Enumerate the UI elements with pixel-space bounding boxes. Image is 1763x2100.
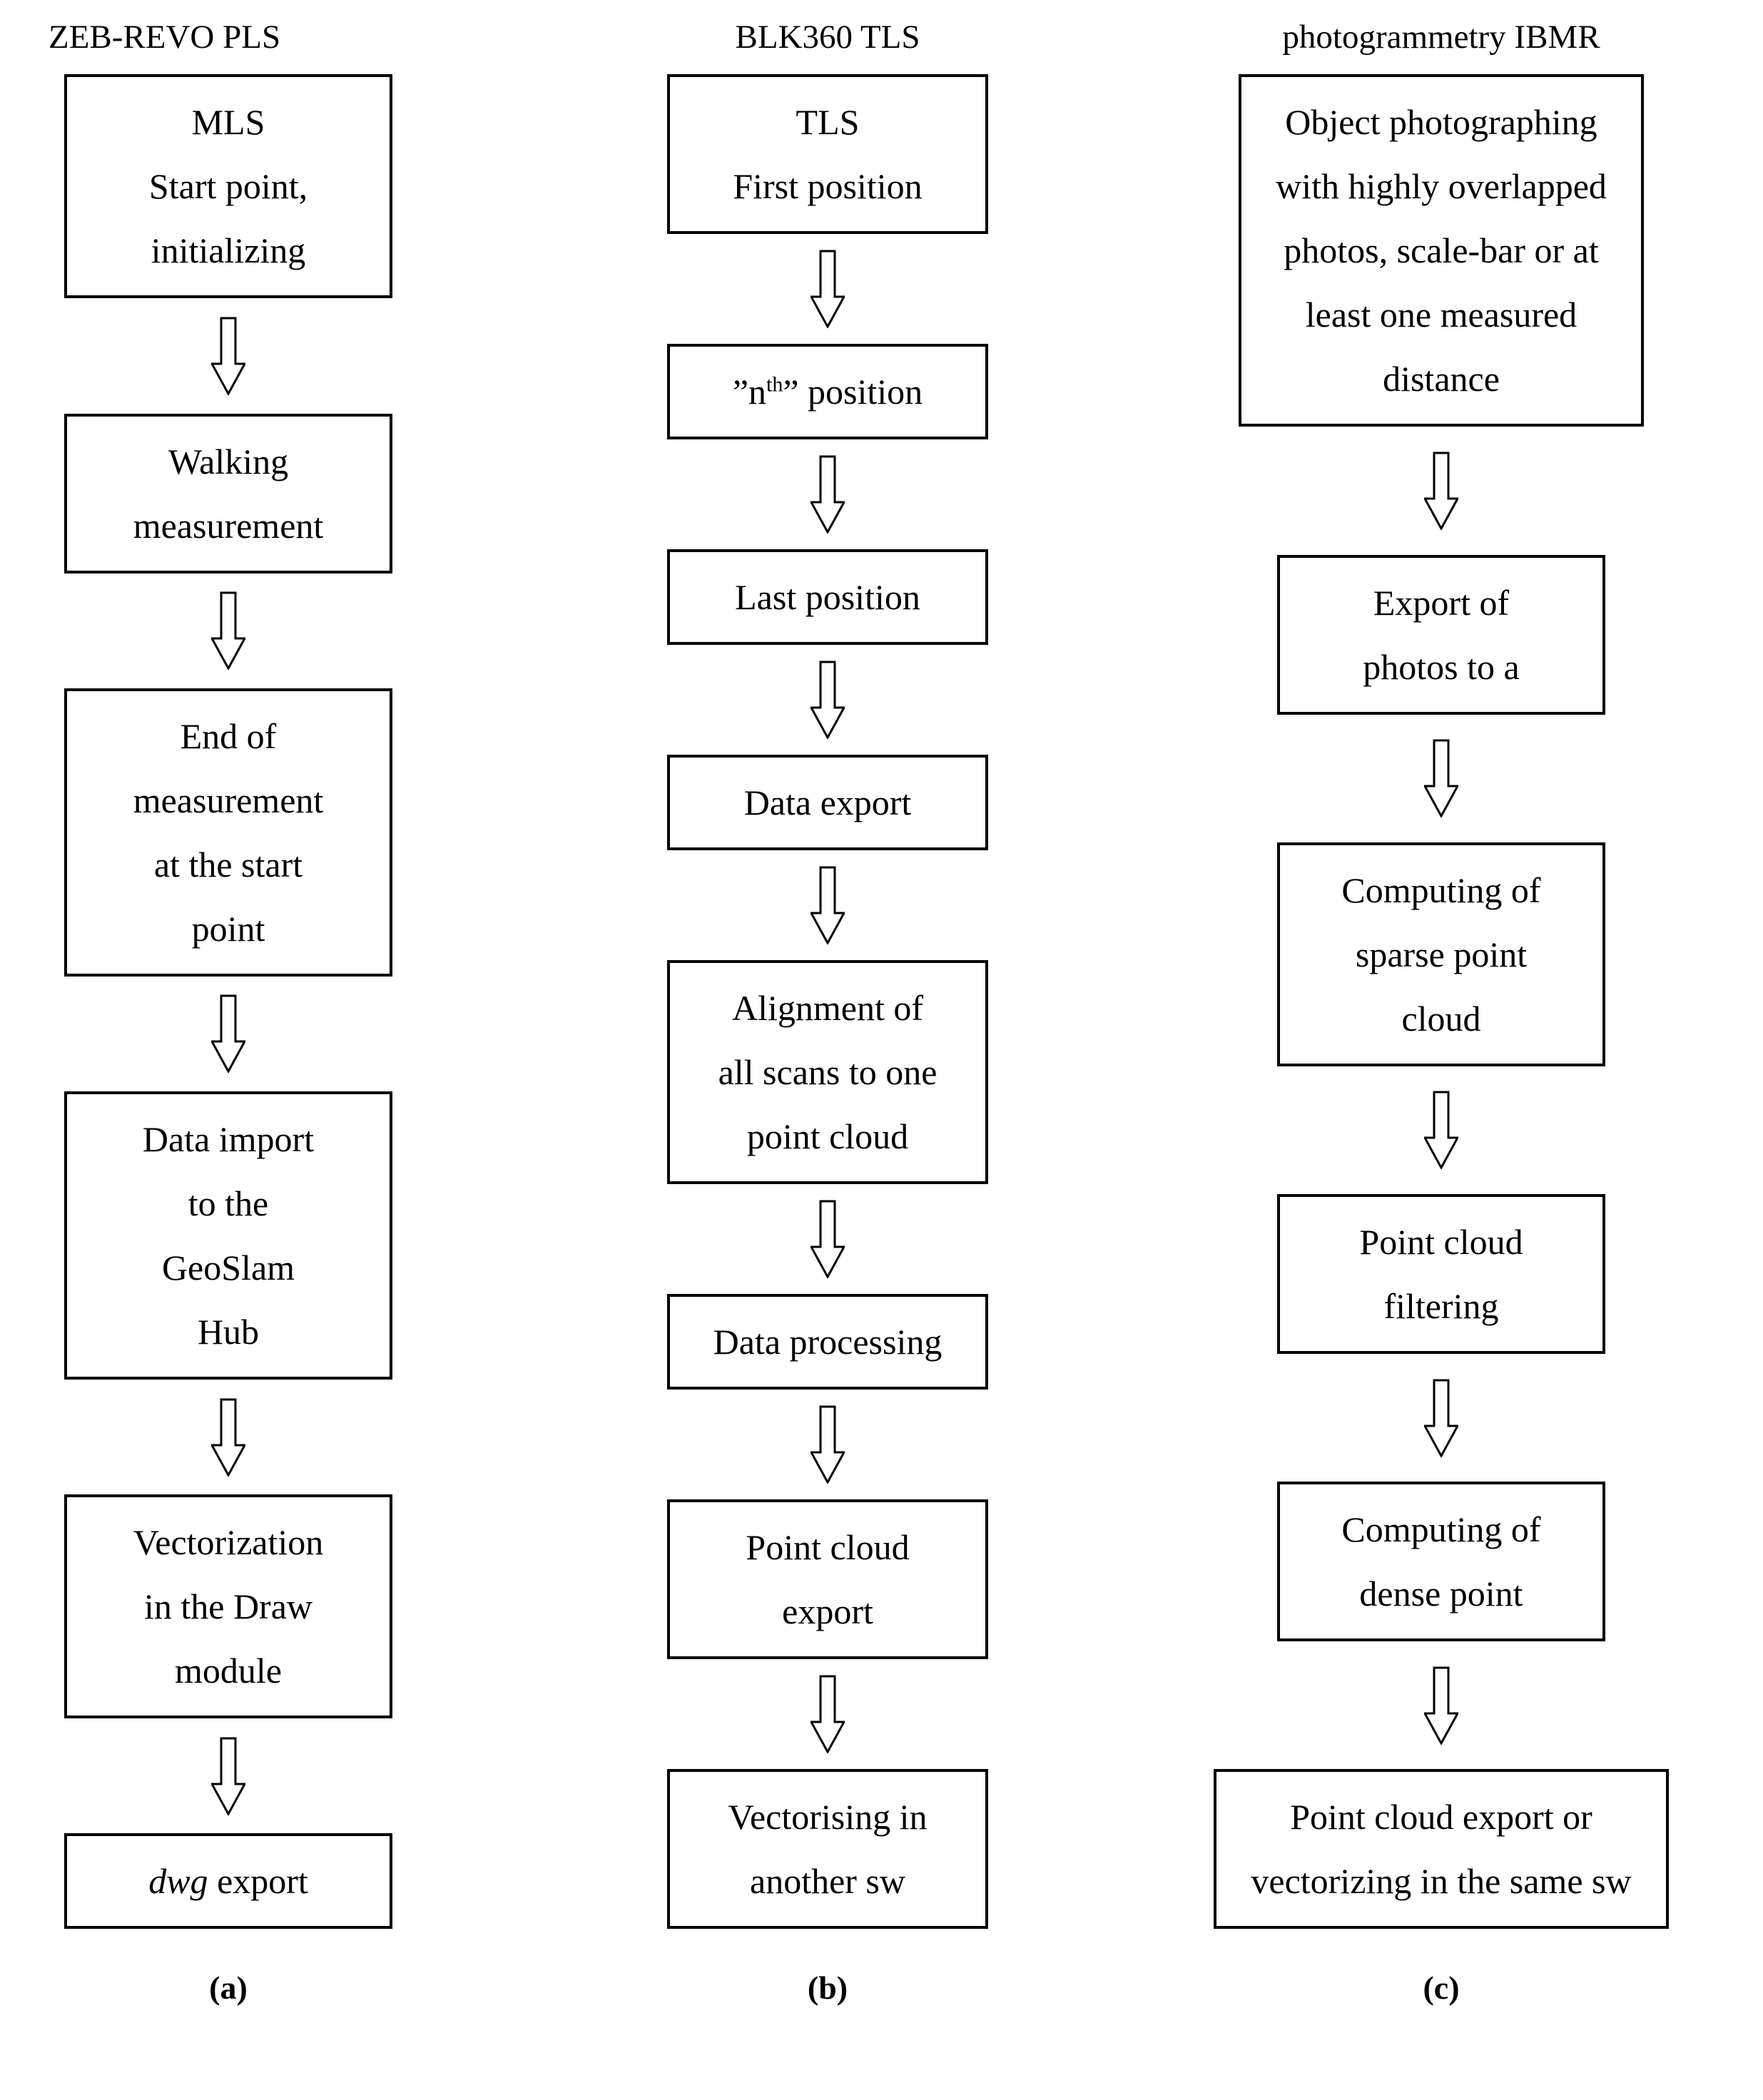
flow-box-text-line: MLS xyxy=(191,102,265,143)
flow-box-text-line: Last position xyxy=(735,577,920,618)
down-arrow-icon xyxy=(1424,451,1458,531)
down-arrow-icon xyxy=(811,865,845,945)
flow-box-text-line: Point cloud xyxy=(1359,1221,1523,1262)
flow-box-text-line: dense point xyxy=(1359,1574,1523,1614)
column-a-boxes xyxy=(29,74,428,1929)
flow-box-text-line: Point cloud xyxy=(746,1527,910,1568)
column-b-title: BLK360 TLS xyxy=(735,19,920,56)
flow-box-text-line: point cloud xyxy=(746,1116,909,1157)
flow-box-c-4 xyxy=(1277,1194,1605,1354)
flow-box-text-line: in the Draw xyxy=(143,1586,313,1627)
flow-box-text-line: to the xyxy=(188,1183,269,1223)
flow-box-text-line: Vectorising in xyxy=(728,1797,928,1838)
flow-box-text-line: Data import xyxy=(142,1118,315,1159)
flow-box-text-line: initializing xyxy=(151,230,306,271)
flow-box-text-line: $”n^{th}$” position xyxy=(732,372,923,412)
down-arrow-icon xyxy=(811,1199,845,1279)
down-arrow-icon xyxy=(211,316,245,396)
flow-box-text-line: sparse point xyxy=(1355,934,1528,974)
flow-box-text-line: measurement xyxy=(133,505,324,546)
flow-box-text-line: measurement xyxy=(133,780,324,820)
flow-box-c-2 xyxy=(1277,555,1605,715)
flow-box-text-line: TLS xyxy=(796,102,860,143)
flow-box-text-line: Walking xyxy=(168,441,289,481)
flow-box-c-3 xyxy=(1277,842,1605,1066)
column-photogrammetry-ibmr xyxy=(1142,17,1741,2007)
down-arrow-icon xyxy=(811,454,845,534)
flow-box-text-line: Data processing xyxy=(713,1322,943,1362)
column-a-title: ZEB-REVO PLS xyxy=(49,19,281,56)
flow-box-text-line: Computing of xyxy=(1341,1509,1541,1550)
flow-box-b-1 xyxy=(667,74,988,234)
flow-box-a-3 xyxy=(64,688,392,977)
flow-box-text-line: all scans to one xyxy=(718,1052,938,1093)
flow-box-a-4 xyxy=(64,1091,392,1380)
flow-box-text-line: vectorizing in the same sw xyxy=(1251,1861,1632,1902)
flow-box-text-line: Alignment of xyxy=(731,988,924,1029)
flow-box-b-3 xyxy=(667,549,988,645)
down-arrow-icon xyxy=(211,591,245,671)
down-arrow-icon xyxy=(1424,1378,1458,1458)
flow-box-text-line: End of xyxy=(180,715,277,756)
column-a-label: (a) xyxy=(209,1969,248,2007)
flow-box-text-line: least one measured xyxy=(1305,295,1577,335)
flow-box-text-line: at the start xyxy=(153,844,303,885)
flow-box-text-line: Object photographing xyxy=(1285,102,1597,143)
down-arrow-icon xyxy=(1424,1090,1458,1170)
flow-box-text-line: Export of xyxy=(1373,582,1510,623)
flow-box-b-4 xyxy=(667,755,988,850)
flow-box-text-line: Point cloud export or xyxy=(1290,1797,1592,1838)
flow-box-text-line: Vectorization xyxy=(133,1522,324,1563)
flow-box-text-line: with highly overlapped xyxy=(1276,166,1607,207)
flow-box-text-line: Hub xyxy=(197,1311,260,1352)
down-arrow-icon xyxy=(811,1405,845,1484)
flow-box-a-1 xyxy=(64,74,392,298)
column-b-boxes xyxy=(628,74,1027,1929)
column-zeb-revo-pls xyxy=(29,17,428,2007)
flow-box-b-2 xyxy=(667,344,988,439)
flow-box-c-1 xyxy=(1239,74,1644,427)
down-arrow-icon xyxy=(211,1736,245,1816)
flow-box-b-8 xyxy=(667,1769,988,1929)
flow-box-b-6 xyxy=(667,1294,988,1390)
column-c-label: (c) xyxy=(1423,1969,1460,2007)
down-arrow-icon xyxy=(1424,738,1458,818)
flow-box-c-5 xyxy=(1277,1482,1605,1641)
flow-box-text-line: another sw xyxy=(750,1861,905,1902)
flow-box-text-line: Data export xyxy=(743,783,912,823)
column-c-boxes xyxy=(1142,74,1741,1929)
flow-box-text-line: Start point, xyxy=(148,166,308,207)
flow-box-text-line: dwg export xyxy=(148,1861,308,1902)
flow-box-text-line: photos to a xyxy=(1363,646,1520,687)
flow-box-text-line: cloud xyxy=(1401,998,1481,1039)
flow-box-b-5 xyxy=(667,960,988,1184)
flow-box-a-2 xyxy=(64,414,392,574)
down-arrow-icon xyxy=(811,660,845,740)
flow-box-text-line: Computing of xyxy=(1341,870,1541,910)
flow-box-text-line: GeoSlam xyxy=(161,1247,295,1288)
down-arrow-icon xyxy=(1424,1666,1458,1745)
flow-box-text-line: distance xyxy=(1383,359,1500,399)
flow-box-a-5 xyxy=(64,1494,392,1718)
flow-box-text-line: export xyxy=(782,1591,873,1632)
flow-box-text-line: filtering xyxy=(1383,1285,1499,1326)
flow-box-b-7 xyxy=(667,1499,988,1659)
flow-box-text-line: point xyxy=(191,908,265,949)
flow-box-text-line: photos, scale-bar or at xyxy=(1284,230,1599,271)
flow-box-text-line: module xyxy=(175,1651,282,1691)
column-b-label: (b) xyxy=(807,1969,848,2007)
down-arrow-icon xyxy=(211,1397,245,1477)
down-arrow-icon xyxy=(811,249,845,329)
column-c-title: photogrammetry IBMR xyxy=(1282,19,1600,56)
flow-box-text-line: First position xyxy=(733,166,923,207)
column-blk360-tls xyxy=(628,17,1027,2007)
flow-box-a-6 xyxy=(64,1833,392,1929)
down-arrow-icon xyxy=(811,1674,845,1754)
flow-box-c-6 xyxy=(1214,1769,1668,1929)
down-arrow-icon xyxy=(211,994,245,1074)
